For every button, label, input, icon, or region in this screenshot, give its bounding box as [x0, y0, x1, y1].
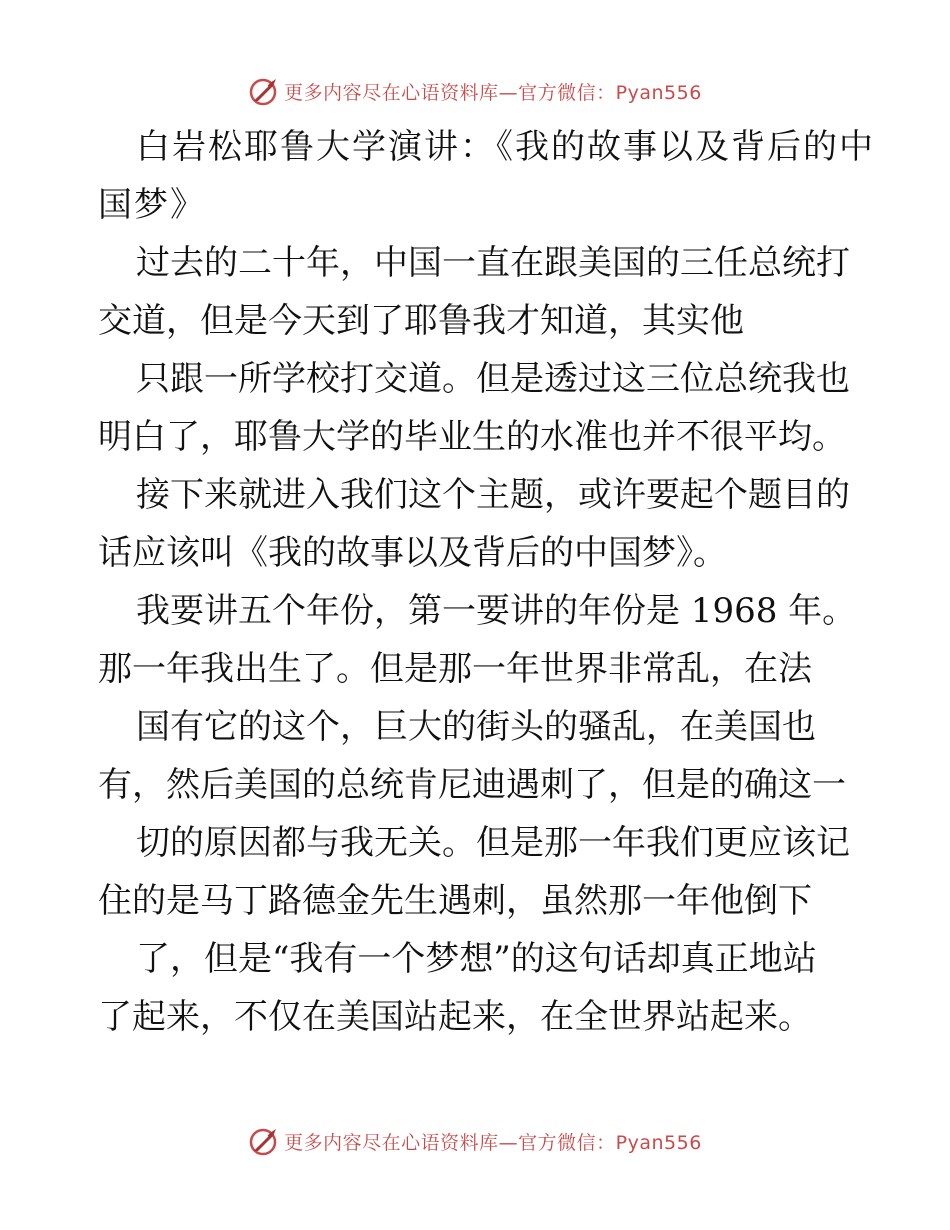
paragraph-line: 只跟一所学校打交道。但是透过这三位总统我也: [136, 359, 850, 399]
paragraph-line: 接下来就进入我们这个主题，或许要起个题目的: [136, 475, 850, 515]
paragraph-line: 话应该叫《我的故事以及背后的中国梦》。: [98, 533, 727, 573]
footer-banner: [0, 1121, 950, 1161]
paragraph-line: 了，但是“我有一个梦想”的这句话却真正地站: [136, 939, 817, 979]
paragraph-line: 交道，但是今天到了耶鲁我才知道，其实他: [98, 301, 744, 341]
paragraph-line: 切的原因都与我无关。但是那一年我们更应该记: [136, 823, 850, 863]
quill-pen-logo-icon: [248, 1125, 280, 1157]
paragraph-line: 我要讲五个年份，第一要讲的年份是 1968 年。: [136, 591, 857, 631]
paragraph-line: 明白了，耶鲁大学的毕业生的水准也并不很平均。: [98, 417, 846, 457]
paragraph-line: 有，然后美国的总统肯尼迪遇刺了，但是的确这一: [98, 765, 846, 805]
paragraph-line: 了起来，不仅在美国站起来，在全世界站起来。: [98, 997, 812, 1037]
paragraph-line: 国有它的这个，巨大的街头的骚乱，在美国也: [136, 707, 816, 747]
banner-text: 更多内容尽在心语资料库—官方微信：Pyan556: [284, 1131, 702, 1154]
paragraph-line: 住的是马丁路德金先生遇刺，虽然那一年他倒下: [98, 881, 812, 921]
banner-text: 更多内容尽在心语资料库—官方微信：Pyan556: [284, 81, 702, 104]
speech-title-line-2: 国梦》: [98, 185, 206, 225]
paragraph-line: 过去的二十年，中国一直在跟美国的三任总统打: [136, 243, 850, 283]
paragraph-line: 那一年我出生了。但是那一年世界非常乱，在法: [98, 649, 812, 689]
speech-title-line-1: 白岩松耶鲁大学演讲：《我的故事以及背后的中: [136, 127, 875, 167]
